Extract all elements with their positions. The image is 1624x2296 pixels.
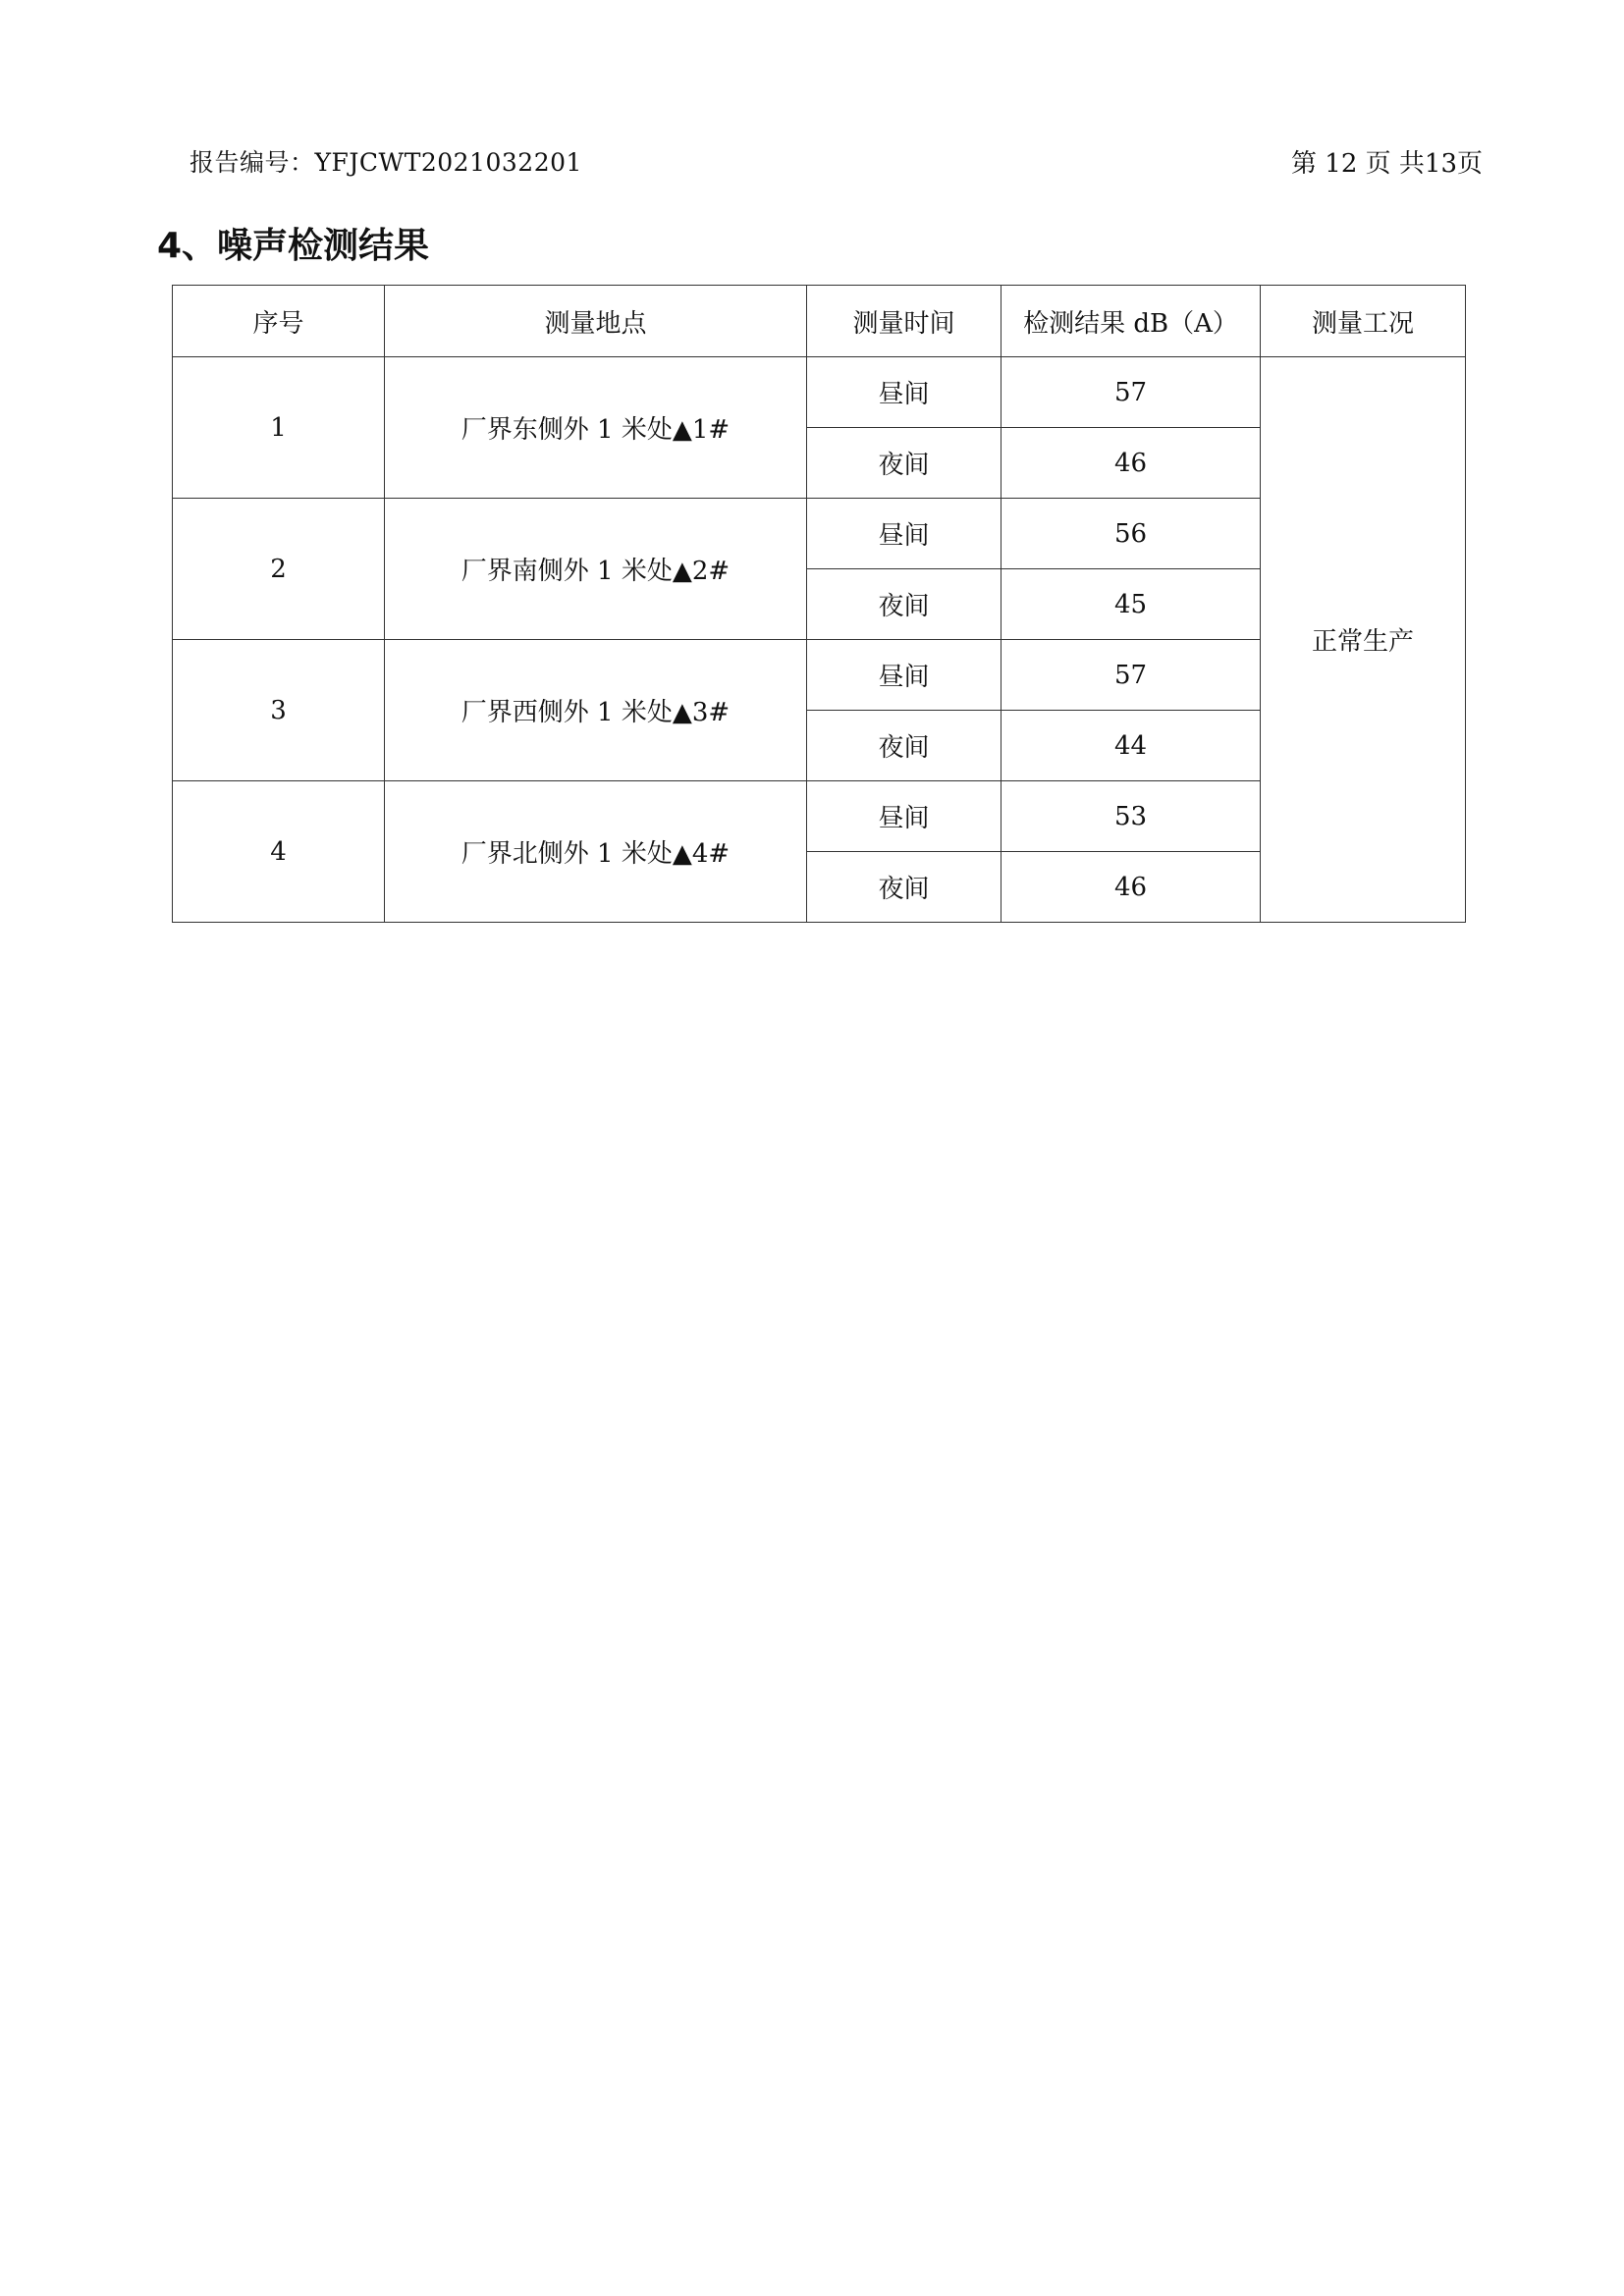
report-number: 报告编号：YFJCWT2021032201 xyxy=(189,148,582,177)
result-value: 45 xyxy=(1001,569,1261,640)
header-cell-condition: 测量工况 xyxy=(1261,286,1466,357)
result-value: 57 xyxy=(1001,357,1261,428)
operating-condition: 正常生产 xyxy=(1261,357,1466,923)
header-cell-location: 测量地点 xyxy=(385,286,807,357)
result-value: 46 xyxy=(1001,852,1261,923)
result-value: 46 xyxy=(1001,428,1261,499)
header-cell-no: 序号 xyxy=(173,286,385,357)
result-value: 53 xyxy=(1001,781,1261,852)
row-number: 4 xyxy=(173,781,385,923)
result-value: 56 xyxy=(1001,499,1261,569)
measurement-location: 厂界东侧外 1 米处▲1# xyxy=(385,357,807,499)
result-value: 44 xyxy=(1001,711,1261,781)
noise-results-table xyxy=(172,285,1466,923)
time-period: 夜间 xyxy=(807,569,1001,640)
time-period: 夜间 xyxy=(807,428,1001,499)
time-period: 夜间 xyxy=(807,711,1001,781)
measurement-location: 厂界西侧外 1 米处▲3# xyxy=(385,640,807,781)
time-period: 昼间 xyxy=(807,499,1001,569)
row-number: 2 xyxy=(173,499,385,640)
time-period: 昼间 xyxy=(807,357,1001,428)
row-number: 1 xyxy=(173,357,385,499)
time-period: 昼间 xyxy=(807,781,1001,852)
measurement-location: 厂界北侧外 1 米处▲4# xyxy=(385,781,807,923)
header-cell-result: 检测结果 dB（A） xyxy=(1001,286,1261,357)
time-period: 昼间 xyxy=(807,640,1001,711)
table-row xyxy=(173,357,1466,428)
section-title: 4、噪声检测结果 xyxy=(157,226,430,266)
measurement-location: 厂界南侧外 1 米处▲2# xyxy=(385,499,807,640)
page-number: 第 12 页 共13页 xyxy=(1291,149,1483,179)
page-header xyxy=(189,143,1483,183)
row-number: 3 xyxy=(173,640,385,781)
header-cell-time: 测量时间 xyxy=(807,286,1001,357)
time-period: 夜间 xyxy=(807,852,1001,923)
result-value: 57 xyxy=(1001,640,1261,711)
table-header-row xyxy=(173,286,1466,357)
